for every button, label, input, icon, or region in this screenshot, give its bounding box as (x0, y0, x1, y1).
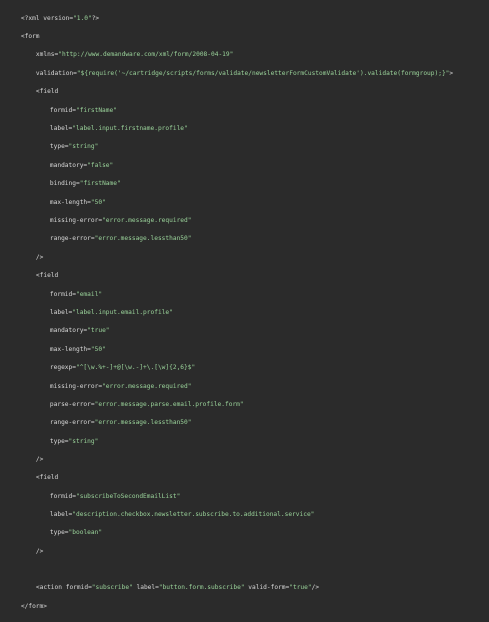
code-token: max-length= (49, 199, 91, 206)
code-token: regexp= (49, 364, 76, 371)
code-token: binding= (49, 180, 80, 187)
code-token: "string" (68, 438, 99, 445)
code-line-field-open (0, 463, 59, 481)
code-token: range-error= (49, 235, 95, 242)
code-token: "1.0" (73, 15, 92, 22)
code-token: "button.form.subscribe" (158, 584, 245, 591)
code-token: formid= (65, 584, 92, 591)
code-line-form-open (0, 22, 40, 40)
code-line-attribute (0, 427, 99, 445)
code-token: formid= (49, 291, 76, 298)
code-token: label= (49, 309, 73, 316)
code-token: "error.message.lessthan50" (94, 419, 192, 426)
code-line-attribute (0, 169, 121, 187)
code-token: <field (35, 88, 59, 95)
code-token: mandatory= (49, 327, 88, 334)
code-line-attribute (0, 96, 117, 114)
code-token: "subscribe" (91, 584, 133, 591)
code-token: "^[\w.%+-]+@[\w.-]+\.[\w]{2,6}$" (75, 364, 196, 371)
code-line-attribute (0, 482, 181, 500)
code-token: "${require('~/cartridge/scripts/forms/validate/newsletterFormCustomValidate').validate(formgroup);}" (76, 70, 450, 77)
code-token: "error.message.required" (102, 383, 192, 390)
code-token: "50" (90, 346, 106, 353)
code-token: formid= (49, 107, 76, 114)
code-token: range-error= (49, 419, 95, 426)
code-line-validation (0, 59, 454, 77)
code-token: label= (49, 125, 73, 132)
code-line-field-close (0, 243, 44, 261)
code-line-field-open (0, 261, 59, 279)
code-token: "firstName" (75, 107, 117, 114)
code-line-attribute (0, 188, 106, 206)
code-token: "subscribeToSecondEmailList" (75, 493, 181, 500)
code-line-attribute (0, 224, 192, 242)
code-line-attribute (0, 151, 114, 169)
code-token: "http://www.demandware.com/xml/form/2008-04-19" (58, 51, 234, 58)
code-line-attribute (0, 335, 106, 353)
code-token: > (449, 70, 454, 77)
code-token: xmlns= (35, 51, 59, 58)
code-line-xml-declaration (0, 4, 100, 22)
code-token: "boolean" (68, 529, 103, 536)
code-token: valid-form= (244, 584, 290, 591)
code-line-attribute (0, 500, 315, 518)
code-line-attribute (0, 298, 173, 316)
code-token: formid= (49, 493, 76, 500)
code-token: "error.message.parse.email.profile.form" (94, 401, 244, 408)
code-line-xmlns (0, 40, 234, 58)
code-token: "error.message.required" (102, 217, 192, 224)
code-token: "firstName" (79, 180, 121, 187)
code-token: <form (20, 33, 40, 40)
code-token: parse-error= (49, 401, 95, 408)
code-token: "false" (87, 162, 114, 169)
code-token: "error.message.lessthan50" (94, 235, 192, 242)
code-token: type= (49, 143, 69, 150)
code-token: "label.input.email.profile" (72, 309, 173, 316)
code-token: /> (35, 456, 44, 463)
code-line-field-close (0, 445, 44, 463)
code-token: <field (35, 272, 59, 279)
code-line-field-close (0, 537, 44, 555)
code-token: label= (132, 584, 159, 591)
code-token: label= (49, 511, 73, 518)
code-line-attribute (0, 518, 103, 536)
code-line-attribute (0, 408, 192, 426)
code-line-attribute (0, 114, 188, 132)
code-line-attribute (0, 206, 192, 224)
code-token: /> (311, 584, 320, 591)
code-token: /> (35, 548, 44, 555)
code-line-field-open (0, 77, 59, 95)
code-token: missing-error= (49, 383, 103, 390)
code-token: max-length= (49, 346, 91, 353)
code-line-attribute (0, 390, 244, 408)
code-token: "true" (87, 327, 110, 334)
code-token: type= (49, 438, 69, 445)
code-token: "50" (90, 199, 106, 206)
code-token: "string" (68, 143, 99, 150)
code-token: <field (35, 474, 59, 481)
code-token: <action (35, 584, 66, 591)
code-token: ?> (91, 15, 100, 22)
code-line-attribute (0, 316, 110, 334)
code-line-attribute (0, 353, 196, 371)
code-token: missing-error= (49, 217, 103, 224)
code-line-attribute (0, 132, 99, 150)
code-token: <?xml version= (20, 15, 74, 22)
code-token: "label.input.firstname.profile" (72, 125, 188, 132)
code-token: </form> (20, 603, 47, 610)
code-token: "description.checkbox.newsletter.subscribe.to.additional.service" (72, 511, 315, 518)
code-token: /> (35, 254, 44, 261)
code-token: "email" (75, 291, 103, 298)
code-line-form-close (0, 592, 47, 610)
code-token: validation= (35, 70, 77, 77)
code-line-action (0, 573, 320, 591)
code-line-attribute (0, 372, 192, 390)
code-line-attribute (0, 280, 103, 298)
code-token: mandatory= (49, 162, 88, 169)
code-token: "true" (289, 584, 312, 591)
code-token: type= (49, 529, 69, 536)
